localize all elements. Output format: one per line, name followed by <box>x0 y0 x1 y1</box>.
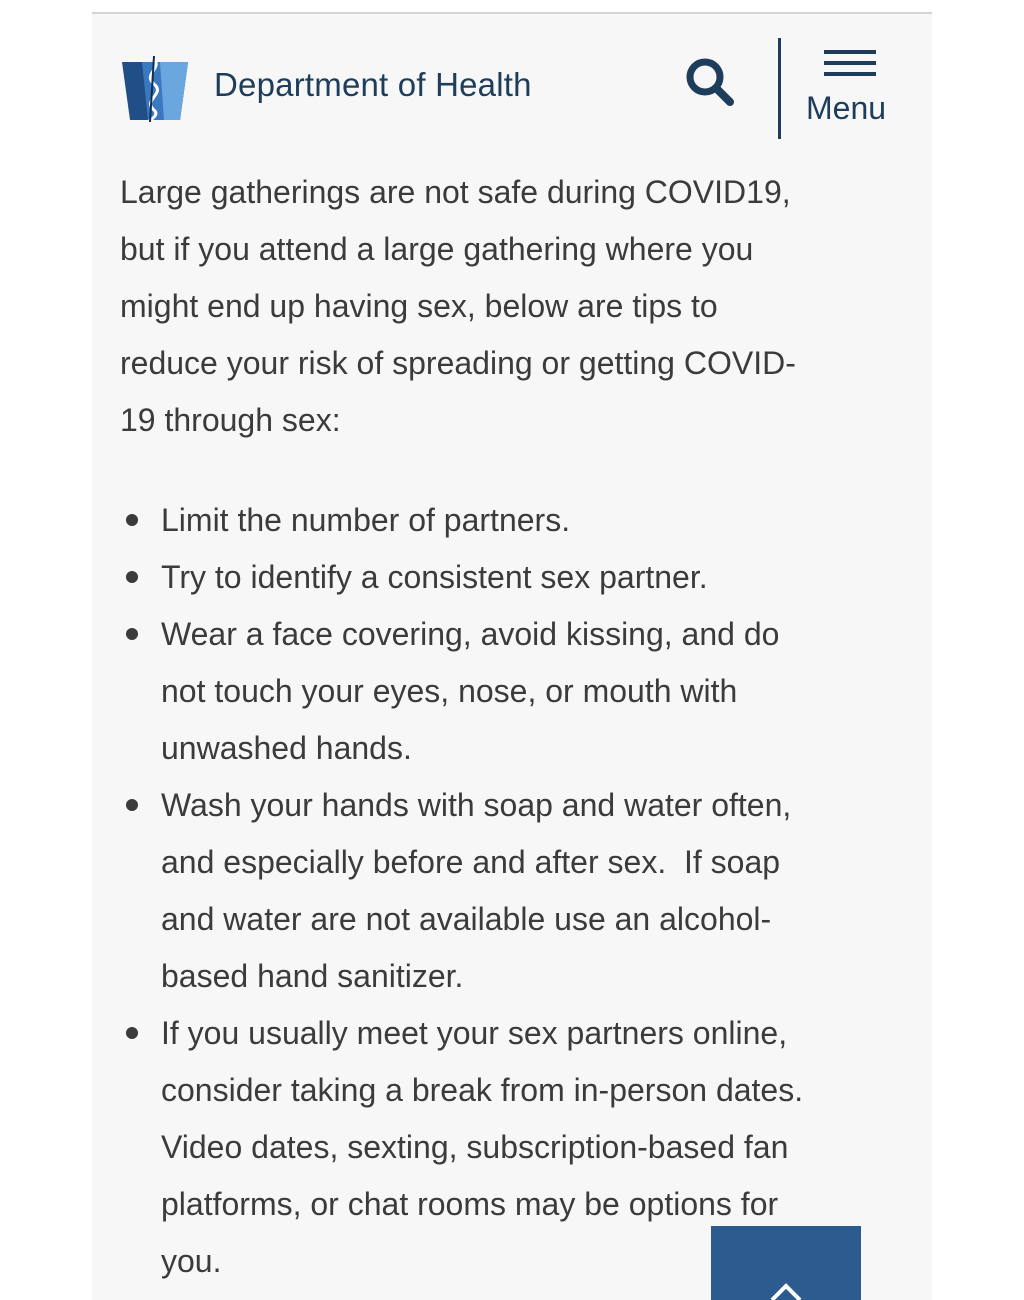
tip-line: platforms, or chat rooms may be options for <box>161 1186 779 1222</box>
tip-item <box>120 606 920 777</box>
bullet-icon <box>126 628 138 640</box>
intro-paragraph <box>120 164 910 449</box>
tip-line: Try to identify a consistent sex partner. <box>161 559 708 595</box>
menu-button[interactable] <box>802 44 902 134</box>
intro-line: 19 through sex: <box>120 402 341 438</box>
tip-line: Wash your hands with soap and water often, <box>161 787 792 823</box>
bullet-icon <box>126 571 138 583</box>
tip-line: consider taking a break from in-person dates. <box>161 1072 804 1108</box>
menu-label: Menu <box>806 90 887 126</box>
tip-line: Video dates, sexting, subscription-based fan <box>161 1129 789 1165</box>
tip-line: If you usually meet your sex partners online, <box>161 1015 788 1051</box>
bullet-icon <box>126 1027 138 1039</box>
intro-line: reduce your risk of spreading or getting COVID- <box>120 345 796 381</box>
bullet-icon <box>126 514 138 526</box>
tip-line: and especially before and after sex. If soap <box>161 844 781 880</box>
tip-item <box>120 492 920 549</box>
tip-line: based hand sanitizer. <box>161 958 464 994</box>
intro-line: Large gatherings are not safe during COVID19, <box>120 174 791 210</box>
search-button[interactable] <box>682 54 738 110</box>
bullet-icon <box>126 799 138 811</box>
keystone-logo-icon[interactable] <box>120 56 190 122</box>
tip-item <box>120 549 920 606</box>
search-icon <box>682 54 738 110</box>
tip-line: and water are not available use an alcohol- <box>161 901 772 937</box>
tip-line: unwashed hands. <box>161 730 412 766</box>
tip-line: you. <box>161 1243 222 1279</box>
tips-list <box>120 492 920 1290</box>
back-to-top-button[interactable] <box>711 1226 861 1300</box>
header-divider <box>778 38 781 139</box>
intro-line: might end up having sex, below are tips to <box>120 288 718 324</box>
page <box>92 12 932 1300</box>
chevron-up-icon <box>769 1282 803 1300</box>
tip-item <box>120 777 920 1005</box>
site-title[interactable]: Department of Health <box>214 66 532 103</box>
tip-line: not touch your eyes, nose, or mouth with <box>161 673 738 709</box>
intro-line: but if you attend a large gathering where you <box>120 231 754 267</box>
hamburger-icon <box>824 50 876 80</box>
site-header <box>92 14 932 154</box>
tip-line: Limit the number of partners. <box>161 502 571 538</box>
tip-line: Wear a face covering, avoid kissing, and do <box>161 616 780 652</box>
